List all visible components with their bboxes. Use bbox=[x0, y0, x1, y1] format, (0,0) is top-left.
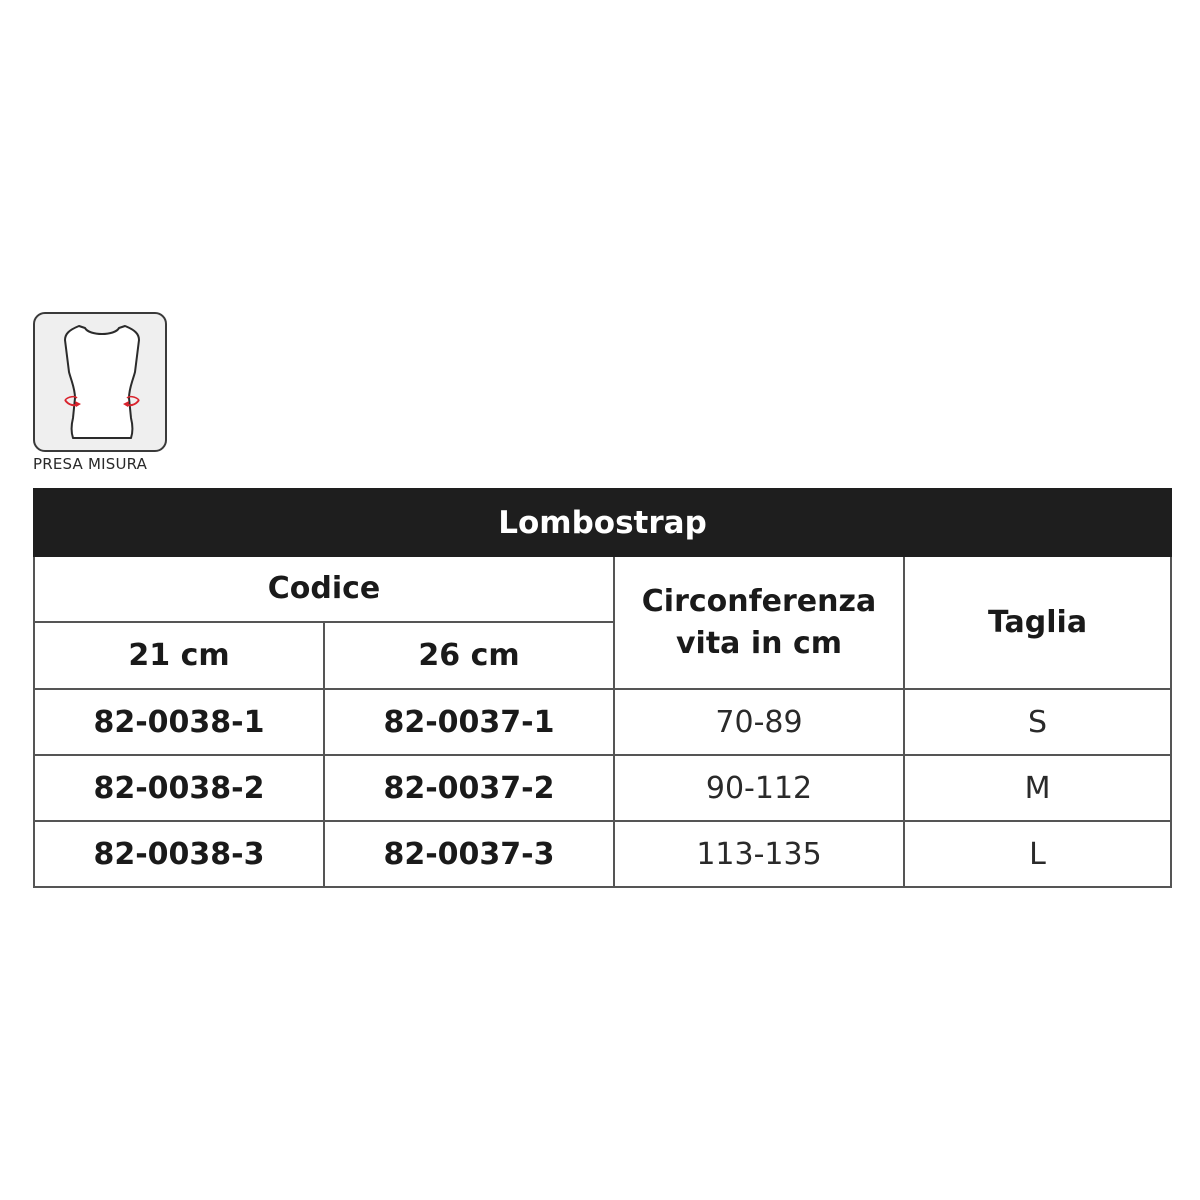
header-codice: Codice bbox=[34, 556, 614, 622]
circumference-value: 90-112 bbox=[614, 755, 904, 821]
circumference-value: 113-135 bbox=[614, 821, 904, 887]
size-value: S bbox=[904, 689, 1171, 755]
size-value: M bbox=[904, 755, 1171, 821]
size-table bbox=[33, 488, 1172, 888]
header-circumference-line2: vita in cm bbox=[676, 625, 842, 661]
code-21cm: 82-0038-1 bbox=[34, 689, 324, 755]
measure-card bbox=[33, 312, 167, 452]
torso-waist-measure-icon bbox=[35, 314, 169, 454]
table-row bbox=[34, 821, 1171, 887]
header-circumference bbox=[614, 556, 904, 689]
table-row bbox=[34, 755, 1171, 821]
size-value: L bbox=[904, 821, 1171, 887]
circumference-value: 70-89 bbox=[614, 689, 904, 755]
code-26cm: 82-0037-3 bbox=[324, 821, 614, 887]
header-26cm: 26 cm bbox=[324, 622, 614, 689]
header-taglia: Taglia bbox=[904, 556, 1171, 689]
code-21cm: 82-0038-2 bbox=[34, 755, 324, 821]
header-21cm: 21 cm bbox=[34, 622, 324, 689]
table-title: Lombostrap bbox=[34, 489, 1171, 556]
code-26cm: 82-0037-1 bbox=[324, 689, 614, 755]
table-row bbox=[34, 689, 1171, 755]
code-26cm: 82-0037-2 bbox=[324, 755, 614, 821]
code-21cm: 82-0038-3 bbox=[34, 821, 324, 887]
header-circumference-line1: Circonferenza bbox=[641, 583, 877, 619]
measure-label: PRESA MISURA bbox=[33, 455, 148, 473]
